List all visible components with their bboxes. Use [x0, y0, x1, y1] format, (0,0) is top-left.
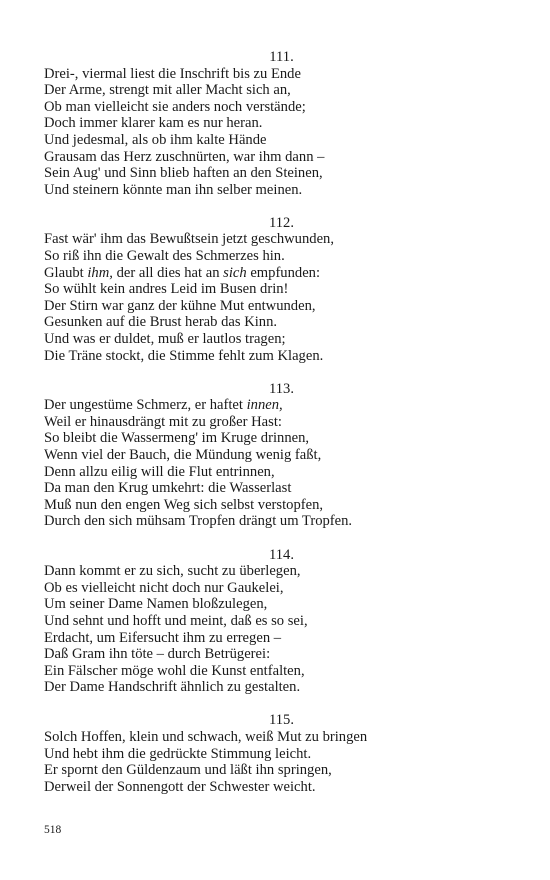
- stanza-number: 112.: [269, 214, 294, 231]
- verse-line: [44, 779, 514, 796]
- verse-text: Daß Gram ihn töte – durch Betrügerei:: [44, 646, 271, 663]
- verse-text: Solch Hoffen, klein und schwach, weiß Mut zu bringen: [44, 728, 368, 745]
- verse-line: [44, 447, 514, 464]
- verse-line: [44, 348, 514, 365]
- verse-line: [44, 663, 514, 680]
- stanza-number: 114.: [269, 546, 294, 563]
- verse-line: [44, 646, 514, 663]
- verse-line: [44, 281, 514, 298]
- stanza-number: 111.: [269, 49, 294, 65]
- verse-text: Weil er hinausdrängt mit zu großer Hast:: [44, 413, 282, 430]
- verse-text: So bleibt die Wassermeng' im Kruge drinnen,: [44, 430, 310, 447]
- verse-text: Der ungestüme Schmerz, er haftet: [44, 397, 247, 414]
- verse-line: [44, 331, 514, 348]
- verse-text: Derweil der Sonnengott der Schwester weicht.: [44, 778, 316, 795]
- verse-line: [44, 298, 514, 315]
- verse-text: Die Träne stockt, die Stimme fehlt zum Klagen.: [44, 347, 324, 364]
- verse-emphasis: innen,: [246, 397, 283, 414]
- verse-text: Ob man vielleicht sie anders noch verstände;: [44, 98, 306, 115]
- verse-line: [44, 231, 514, 248]
- verse-text: Der Dame Handschrift ähnlich zu gestalten.: [44, 679, 301, 696]
- verse-text: Muß nun den engen Weg sich selbst verstopfen,: [44, 496, 324, 513]
- verse-text: Fast wär' ihm das Bewußtsein jetzt geschwunden,: [44, 231, 334, 248]
- stanza-number: 113.: [269, 380, 294, 397]
- verse-text: Der Stirn war ganz der kühne Mut entwunden,: [44, 297, 316, 314]
- verse-line: [44, 580, 514, 597]
- verse-line: [44, 430, 514, 447]
- verse-line: [44, 414, 514, 431]
- verse-text: Drei-, viermal liest die Inschrift bis zu Ende: [44, 65, 301, 82]
- verse-line: [44, 314, 514, 331]
- stanza: [44, 49, 514, 198]
- verse-line: [44, 513, 514, 530]
- verse-line: [44, 132, 514, 149]
- verse-text: So wühlt kein andres Leid im Busen drin!: [44, 281, 289, 298]
- verse-text: Durch den sich mühsam Tropfen drängt um Tropfen.: [44, 513, 353, 530]
- verse-text: Ob es vielleicht nicht doch nur Gaukelei,: [44, 579, 284, 596]
- verse-text: Um seiner Dame Namen bloßzulegen,: [44, 596, 268, 613]
- verse-text: Glaubt: [44, 264, 88, 281]
- verse-line: [44, 66, 514, 83]
- verse-text: Und was er duldet, muß er lautlos tragen;: [44, 331, 286, 347]
- verse-line: [44, 762, 514, 779]
- verse-text: empfunden:: [246, 264, 321, 281]
- verse-line: [44, 182, 514, 199]
- verse-line: [44, 397, 514, 414]
- verse-line: [44, 613, 514, 630]
- verse-line: [44, 497, 514, 514]
- stanza: [44, 215, 514, 364]
- verse-line: [44, 746, 514, 763]
- stanza: [44, 381, 514, 530]
- verse-text: Wenn viel der Bauch, die Mündung wenig faßt,: [44, 447, 322, 464]
- verse-text: Und sehnt und hofft und meint, daß es so sei,: [44, 612, 308, 629]
- verse-text: Grausam das Herz zuschnürten, war ihm dann –: [44, 148, 325, 165]
- verse-line: [44, 563, 514, 580]
- verse-line: [44, 149, 514, 166]
- verse-text: Denn allzu eilig will die Flut entrinnen,: [44, 463, 275, 480]
- verse-text: Da man den Krug umkehrt: die Wasserlast: [44, 480, 292, 497]
- verse-text: Erdacht, um Eifersucht ihm zu erregen –: [44, 629, 282, 646]
- verse-text: Ein Fälscher möge wohl die Kunst entfalten,: [44, 662, 305, 679]
- stanza: [44, 547, 514, 696]
- verse-line: [44, 265, 514, 282]
- verse-text: Und jedesmal, als ob ihm kalte Hände: [44, 131, 267, 148]
- verse-line: [44, 248, 514, 265]
- verse-line: [44, 630, 514, 647]
- verse-text: Und hebt ihm die gedrückte Stimmung leicht.: [44, 745, 312, 762]
- stanza-number: 115.: [269, 712, 294, 729]
- verse-line: [44, 679, 514, 696]
- verse-text: Der Arme, strengt mit aller Macht sich an,: [44, 82, 291, 99]
- verse-text: der all dies hat an: [112, 264, 224, 281]
- verse-text: Doch immer klarer kam es nur heran.: [44, 115, 263, 132]
- verse-emphasis: sich: [223, 264, 247, 281]
- poem-page: [44, 49, 514, 812]
- verse-text: Sein Aug' und Sinn blieb haften an den Steinen,: [44, 165, 323, 182]
- verse-line: [44, 596, 514, 613]
- verse-line: [44, 729, 514, 746]
- verse-text: Gesunken auf die Brust herab das Kinn.: [44, 314, 278, 331]
- verse-line: [44, 99, 514, 116]
- stanza: [44, 712, 514, 795]
- verse-text: So riß ihn die Gewalt des Schmerzes hin.: [44, 248, 285, 265]
- verse-line: [44, 464, 514, 481]
- page-number: 518: [44, 824, 62, 836]
- verse-text: Er spornt den Güldenzaum und läßt ihn springen,: [44, 762, 332, 779]
- verse-line: [44, 480, 514, 497]
- verse-text: Dann kommt er zu sich, sucht zu überlegen,: [44, 563, 301, 580]
- verse-emphasis: ihm,: [87, 264, 113, 281]
- verse-line: [44, 115, 514, 132]
- verse-line: [44, 165, 514, 182]
- verse-line: [44, 82, 514, 99]
- verse-text: Und steinern könnte man ihn selber meinen.: [44, 181, 303, 198]
